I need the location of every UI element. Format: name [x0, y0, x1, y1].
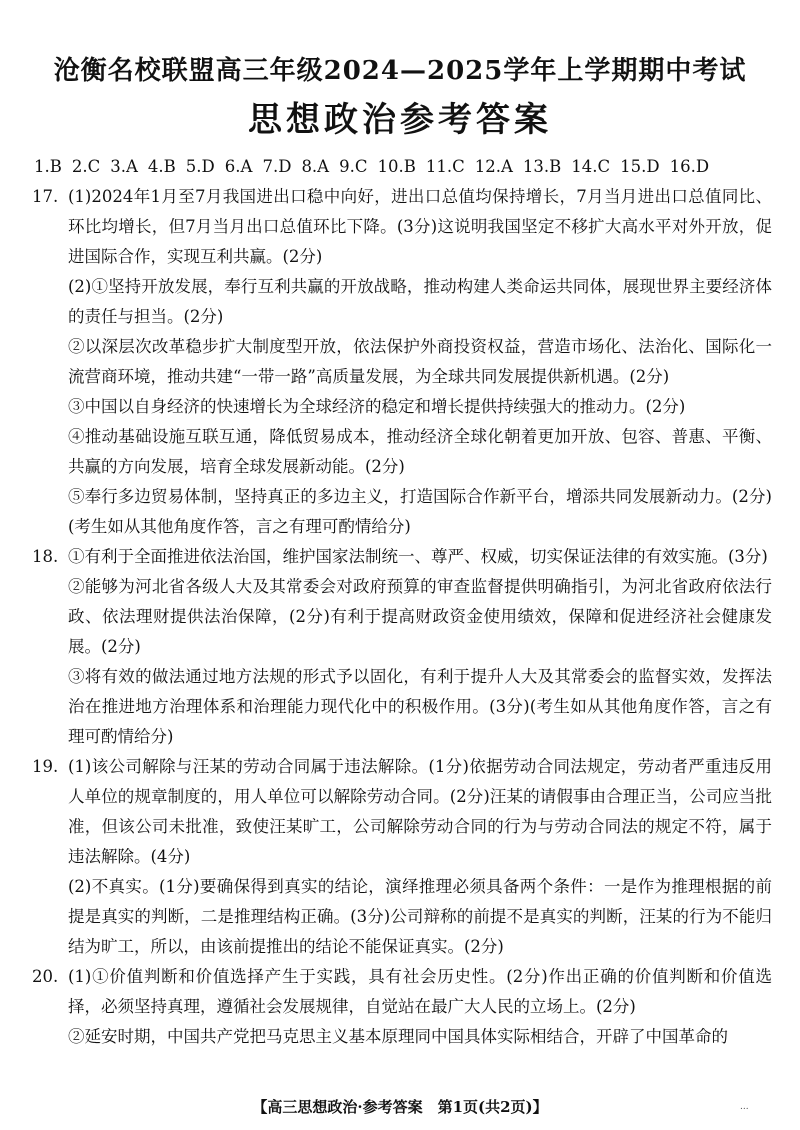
question-18 [32, 542, 772, 752]
choice-answer: 4.B [147, 157, 176, 176]
choice-answer: 16.D [669, 157, 710, 176]
choice-answer: 6.A [224, 157, 253, 176]
choice-answer: 13.B [522, 157, 562, 176]
question-number: 20. [32, 967, 59, 986]
choice-answer: 1.B [34, 157, 62, 176]
answer-paragraph: ①有利于全面推进依法治国，维护国家法制统一、尊严、权威，切实保证法律的有效实施。(3分) [68, 547, 768, 566]
choice-answer: 15.D [620, 157, 660, 176]
corner-mark: ... [740, 1102, 749, 1112]
choice-answer: 2.C [71, 157, 101, 176]
page-footer: 【高三思想政治·参考答案 第1页(共2页)】 [252, 1098, 548, 1116]
choice-answer: 12.A [474, 157, 513, 176]
choice-answer: 3.A [110, 157, 138, 176]
question-19 [32, 752, 772, 962]
answer-paragraph: (2)①坚持开放发展，奉行互利共赢的开放战略，推动构建人类命运共同体，展现世界主要经济体的责任与担当。(2分) [68, 277, 772, 326]
exam-title: 沧衡名校联盟高三年级2024—2025学年上学期期中考试 [53, 56, 747, 86]
answer-paragraph: (2)不真实。(1分)要确保得到真实的结论，演绎推理必须具备两个条件：一是作为推理根据的前提是真实的判断，二是推理结构正确。(3分)公司辩称的前提不是真实的判断，汪某的行为不能归结为旷工，所以，由该前提推出的结论不能保证真实。(2分) [68, 877, 772, 956]
question-number: 17. [32, 187, 59, 206]
answer-paragraph: ④推动基础设施互联互通，降低贸易成本，推动经济全球化朝着更加开放、包容、普惠、平衡、共赢的方向发展，培育全球发展新动能。(2分) [68, 427, 772, 476]
document-subtitle: 思想政治参考答案 [248, 100, 552, 140]
answer-paragraph: ③中国以自身经济的快速增长为全球经济的稳定和增长提供持续强大的推动力。(2分) [68, 397, 686, 416]
choice-answer: 7.D [262, 157, 292, 176]
choice-answer: 5.D [185, 157, 215, 176]
answer-paragraph: ②以深层次改革稳步扩大制度型开放，依法保护外商投资权益，营造市场化、法治化、国际化一流营商环境，推动共建“一带一路”高质量发展，为全球共同发展提供新机遇。(2分) [68, 337, 772, 386]
answer-paragraph: ②能够为河北省各级人大及其常委会对政府预算的审查监督提供明确指引，为河北省政府依法行政、依法理财提供法治保障，(2分)有利于提高财政资金使用绩效，保障和促进经济社会健康发展。(2分) [68, 577, 772, 656]
answer-paragraph: (1)该公司解除与汪某的劳动合同属于违法解除。(1分)依据劳动合同法规定，劳动者严重违反用人单位的规章制度的，用人单位可以解除劳动合同。(2分)汪某的请假事由合理正当，公司应当批准，但该公司未批准，致使汪某旷工，公司解除劳动合同的行为与劳动合同法的规定不符，属于违法解除。(4分) [68, 757, 772, 866]
answer-paragraph: (1)①价值判断和价值选择产生于实践，具有社会历史性。(2分)作出正确的价值判断和价值选择，必须坚持真理，遵循社会发展规律，自觉站在最广大人民的立场上。(2分) [68, 967, 772, 1016]
answer-paragraph: ③将有效的做法通过地方法规的形式予以固化，有利于提升人大及其常委会的监督实效，发挥法治在推进地方治理体系和治理能力现代化中的积极作用。(3分)(考生如从其他角度作答，言之有理可酌情给分) [68, 667, 772, 746]
choice-answer: 14.C [571, 157, 611, 176]
choice-answer: 10.B [377, 157, 416, 176]
question-number: 18. [32, 547, 59, 566]
question-20 [32, 962, 772, 1052]
question-17 [32, 182, 772, 542]
answer-content [32, 152, 772, 1052]
multiple-choice-answers [32, 152, 772, 182]
answer-paragraph: (1)2024年1月至7月我国进出口稳中向好，进出口总值均保持增长，7月当月进出口总值同比、环比均增长，但7月当月出口总值环比下降。(3分)这说明我国坚定不移扩大高水平对外开放，促进国际合作，实现互利共赢。(2分) [68, 187, 772, 266]
question-number: 19. [32, 757, 59, 776]
choice-answer: 9.C [339, 157, 368, 176]
answer-paragraph: ②延安时期，中国共产党把马克思主义基本原理同中国具体实际相结合，开辟了中国革命的 [68, 1027, 728, 1046]
answer-paragraph: ⑤奉行多边贸易体制，坚持真正的多边主义，打造国际合作新平台，增添共同发展新动力。(2分)(考生如从其他角度作答，言之有理可酌情给分) [68, 487, 772, 536]
choice-answer: 11.C [425, 157, 465, 176]
choice-answer: 8.A [301, 157, 330, 176]
